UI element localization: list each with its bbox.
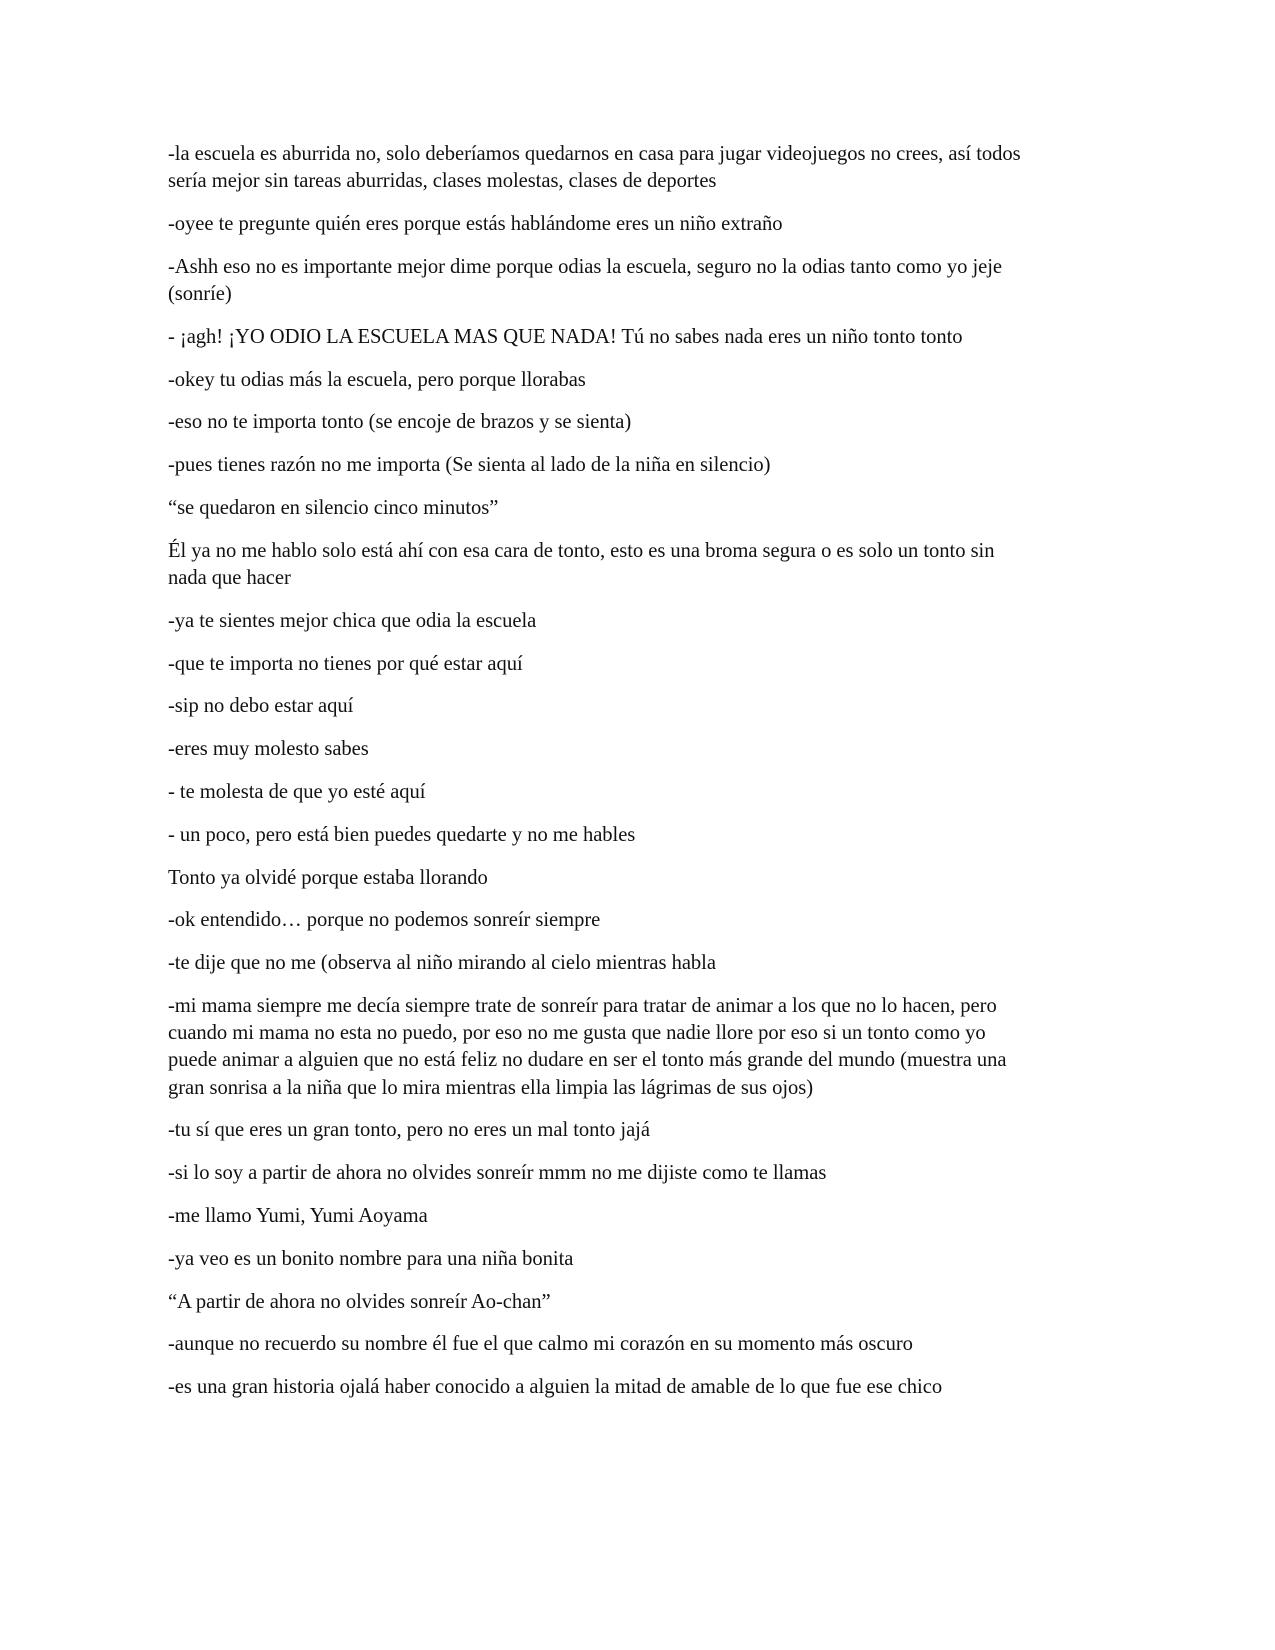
paragraph: -oyee te pregunte quién eres porque estás hablándome eres un niño extraño: [168, 213, 783, 235]
paragraph: “se quedaron en silencio cinco minutos”: [168, 496, 499, 519]
paragraph: -ya te sientes mejor chica que odia la escuela: [168, 609, 537, 632]
paragraph: -Ashh eso no es importante mejor dime porque odias la escuela, seguro no la odias tanto como yo jeje (sonríe): [168, 255, 1002, 305]
paragraph: -eso no te importa tonto (se encoje de brazos y se sienta): [168, 411, 632, 434]
paragraph: -te dije que no me (observa al niño mirando al cielo mientras habla: [168, 952, 716, 975]
paragraph: -aunque no recuerdo su nombre él fue el que calmo mi corazón en su momento más oscuro: [168, 1333, 913, 1356]
paragraph: -tu sí que eres un gran tonto, pero no eres un mal tonto jajá: [168, 1119, 650, 1142]
paragraph: -la escuela es aburrida no, solo deberíamos quedarnos en casa para jugar videojuegos no crees, así todos sería mejor sin tareas aburridas, clases molestas, clases de deportes: [168, 143, 1021, 193]
paragraph: -si lo soy a partir de ahora no olvides sonreír mmm no me dijiste como te llamas: [168, 1162, 827, 1185]
paragraph: Él ya no me hablo solo está ahí con esa cara de tonto, esto es una broma segura o es solo un tonto sin nada que hacer: [168, 539, 995, 589]
paragraph: -pues tienes razón no me importa (Se sienta al lado de la niña en silencio): [168, 454, 771, 477]
paragraph: -eres muy molesto sabes: [168, 738, 369, 761]
document-body: [168, 141, 1038, 1417]
paragraph: -okey tu odias más la escuela, pero porque llorabas: [168, 368, 586, 391]
paragraph: Tonto ya olvidé porque estaba llorando: [168, 866, 488, 889]
paragraph: -ok entendido… porque no podemos sonreír siempre: [168, 909, 601, 932]
paragraph: -es una gran historia ojalá haber conocido a alguien la mitad de amable de lo que fue ese chico: [168, 1376, 943, 1399]
paragraph: -mi mama siempre me decía siempre trate de sonreír para tratar de animar a los que no lo hacen, pero cuando mi mama no esta no puedo, por eso no me gusta que nadie llore por eso si un tonto como yo puede animar a alguien que no está feliz no dudare en ser el tonto más grande del mundo (muestra una gran sonrisa a la niña que lo mira mientras ella limpia las lágrimas de sus ojos): [168, 994, 1007, 1099]
paragraph: -sip no debo estar aquí: [168, 695, 354, 718]
paragraph: “A partir de ahora no olvides sonreír Ao-chan”: [168, 1290, 551, 1313]
paragraph: -que te importa no tienes por qué estar aquí: [168, 652, 523, 675]
paragraph: -me llamo Yumi, Yumi Aoyama: [168, 1204, 428, 1227]
paragraph: -ya veo es un bonito nombre para una niña bonita: [168, 1247, 574, 1270]
paragraph: - un poco, pero está bien puedes quedarte y no me hables: [168, 823, 636, 846]
paragraph: - te molesta de que yo esté aquí: [168, 780, 426, 803]
paragraph: - ¡agh! ¡YO ODIO LA ESCUELA MAS QUE NADA! Tú no sabes nada eres un niño tonto tonto: [168, 325, 963, 348]
